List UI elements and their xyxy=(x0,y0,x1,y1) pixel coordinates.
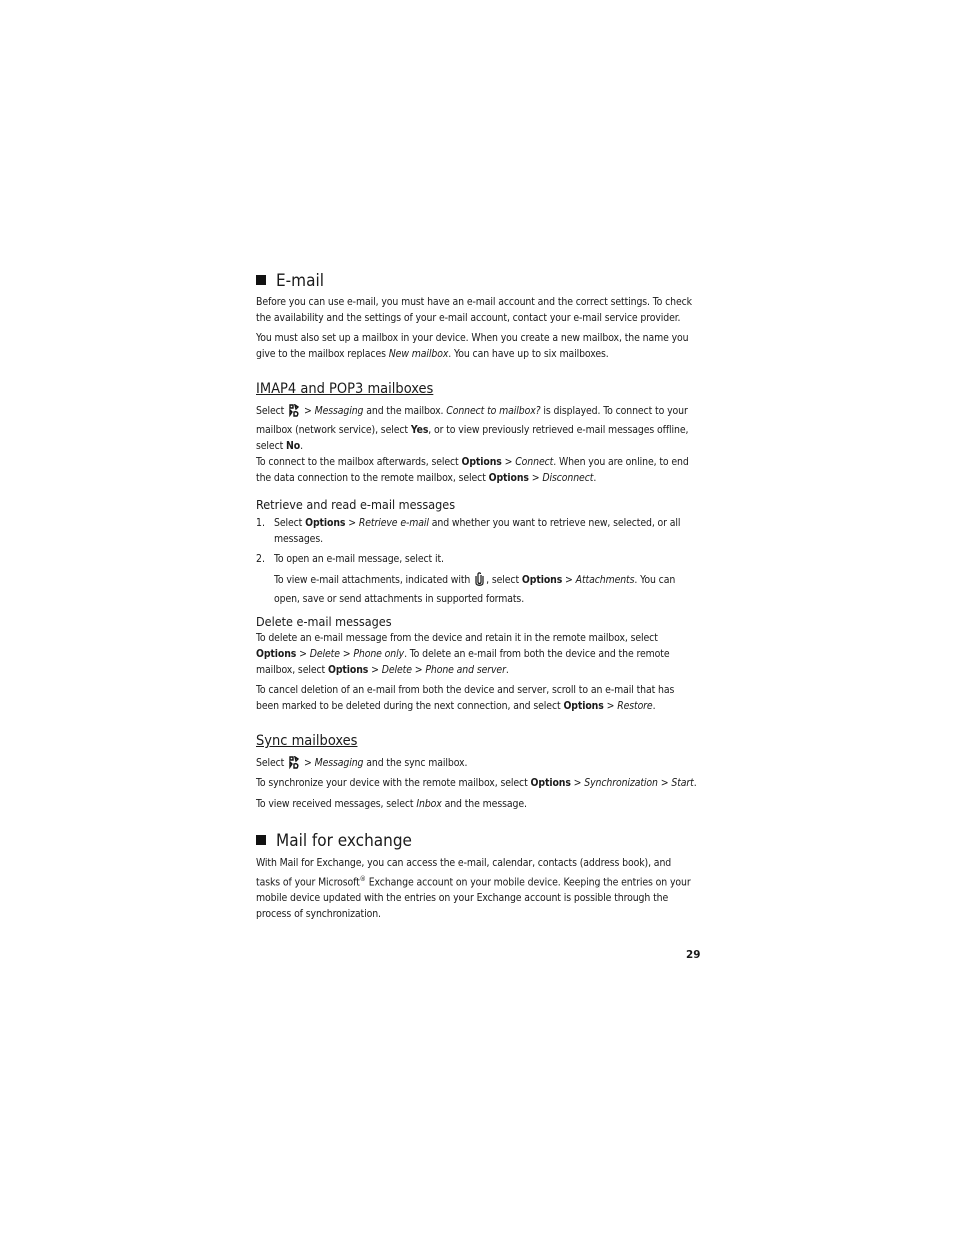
retrieve-step-2-detail: To view e-mail attachments, indicated with , select Options > Attachments. You can open, save or send attachments in supported formats. xyxy=(274,574,676,605)
heading-exchange-text: Mail for exchange xyxy=(276,831,412,851)
heading-bullet-square xyxy=(256,835,266,845)
step-number-1: 1. xyxy=(256,517,265,529)
imap-paragraph-2: To connect to the mailbox afterwards, select Options > Connect. When you are online, to end the data connection to the remote mailbox, select Options > Disconnect. xyxy=(256,456,689,484)
delete-paragraph-1: To delete an e-mail message from the device and retain it in the remote mailbox, select Options > Delete > Phone only. To delete an e-mail from both the device and the remote mailbox, select Options > Delete > Phone and server. xyxy=(256,632,670,676)
delete-paragraph-2: To cancel deletion of an e-mail from both the device and server, scroll to an e-mail that has been marked to be deleted during the next connection, and select Options > Restore. xyxy=(256,684,675,712)
page-number: 29 xyxy=(686,949,701,961)
email-paragraph-1: Before you can use e-mail, you must have an e-mail account and the correct settings. To check the availability and the settings of your e-mail account, contact your e-mail service provider. xyxy=(256,296,692,324)
sync-paragraph-1: Select > Messaging and the sync mailbox. xyxy=(256,756,698,775)
sync-paragraph-2: To synchronize your device with the remote mailbox, select Options > Synchronization > Start. xyxy=(256,777,697,789)
sync-paragraph-3: To view received messages, select Inbox and the message. xyxy=(256,798,527,810)
heading-mail-for-exchange xyxy=(256,831,412,851)
heading-delete: Delete e-mail messages xyxy=(256,614,392,629)
heading-bullet-square xyxy=(256,275,266,285)
menu-key-icon xyxy=(288,404,300,423)
heading-imap4-pop3: IMAP4 and POP3 mailboxes xyxy=(256,381,434,397)
retrieve-step-2: To open an e-mail message, select it. xyxy=(274,553,444,565)
heading-retrieve: Retrieve and read e-mail messages xyxy=(256,497,456,512)
heading-email xyxy=(256,271,324,291)
paperclip-icon xyxy=(474,572,485,592)
imap-paragraph-1: Select > Messaging and the mailbox. Connect to mailbox? is displayed. To connect to your mailbox (network service), select Yes, or to view previously retrieved e-mail messages offline, select No. xyxy=(256,405,689,452)
exchange-paragraph: With Mail for Exchange, you can access the e-mail, calendar, contacts (address book), and tasks of your Microsoft® Exchange account on your mobile device. Keeping the entries on your mobile device updated with the entries on your Exchange account is possible through the process of synchronization. xyxy=(256,857,691,920)
menu-key-icon xyxy=(288,756,300,775)
heading-sync-mailboxes: Sync mailboxes xyxy=(256,733,358,749)
step-number-2: 2. xyxy=(256,553,265,565)
heading-email-text: E-mail xyxy=(276,271,324,291)
email-paragraph-2: You must also set up a mailbox in your device. When you create a new mailbox, the name you give to the mailbox replaces New mailbox. You can have up to six mailboxes. xyxy=(256,332,689,360)
retrieve-step-1: Select Options > Retrieve e-mail and whether you want to retrieve new, selected, or all messages. xyxy=(274,517,681,545)
